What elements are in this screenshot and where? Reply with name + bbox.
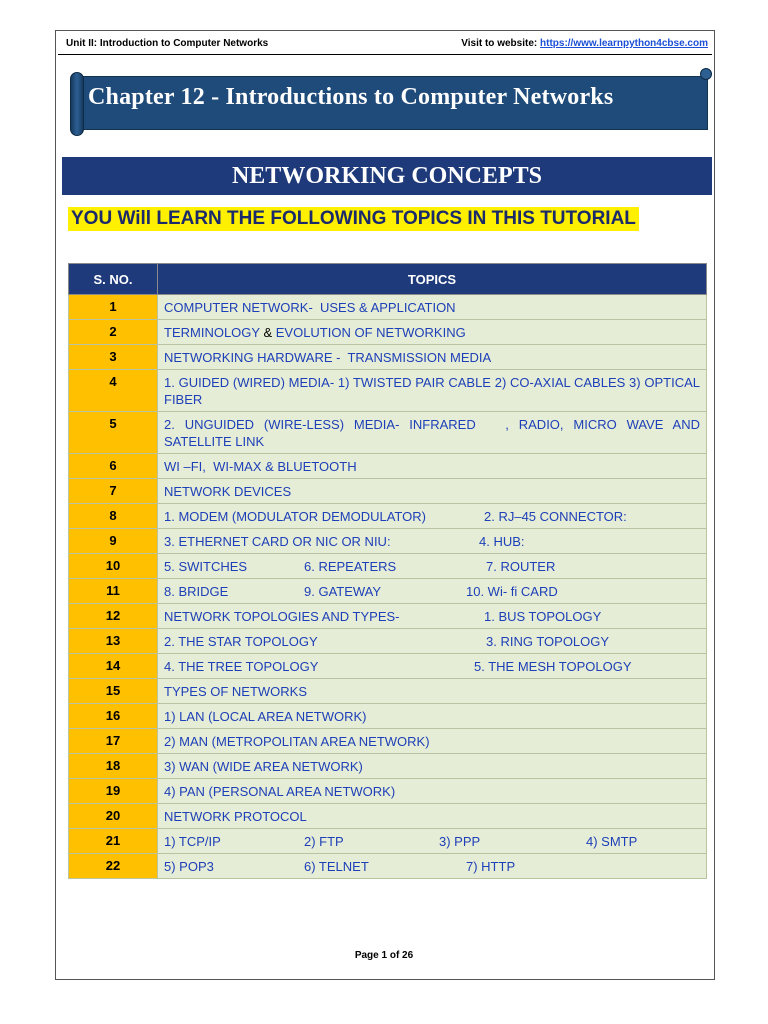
row-number: 3 — [69, 345, 158, 370]
row-number: 12 — [69, 604, 158, 629]
row-number: 5 — [69, 412, 158, 454]
header-website-label: Visit to website: — [461, 38, 540, 49]
row-number: 17 — [69, 729, 158, 754]
topic-text: NETWORK PROTOCOL — [164, 809, 307, 824]
table-row — [69, 370, 707, 412]
topic-item: 1. MODEM (MODULATOR DEMODULATOR) — [164, 509, 426, 524]
topic-item: NETWORK TOPOLOGIES AND TYPES- — [164, 609, 400, 624]
table-row — [69, 579, 707, 604]
row-number: 1 — [69, 295, 158, 320]
row-topic — [158, 554, 707, 579]
row-topic — [158, 779, 707, 804]
table-row — [69, 345, 707, 370]
topic-item: 5) POP3 — [164, 859, 214, 874]
table-row — [69, 479, 707, 504]
scroll-roll-left-icon — [70, 72, 84, 136]
topic-item: 5. SWITCHES — [164, 559, 248, 574]
row-number: 6 — [69, 454, 158, 479]
row-number: 21 — [69, 829, 158, 854]
topic-item: 2. RJ–45 CONNECTOR: — [484, 509, 627, 524]
row-topic — [158, 320, 707, 345]
row-number: 10 — [69, 554, 158, 579]
chapter-title: Chapter 12 - Introductions to Computer Networks — [88, 84, 614, 110]
tutorial-subtitle: YOU Will LEARN THE FOLLOWING TOPICS IN THIS TUTORIAL — [68, 207, 639, 231]
table-row — [69, 804, 707, 829]
topic-text-part: TERMINOLOGY — [164, 325, 264, 340]
topic-item: 6) TELNET — [304, 859, 369, 874]
row-number: 13 — [69, 629, 158, 654]
topic-item: 4. HUB: — [479, 534, 525, 549]
topic-item: 6. REPEATERS — [304, 559, 397, 574]
row-topic — [158, 454, 707, 479]
row-number: 20 — [69, 804, 158, 829]
table-row — [69, 412, 707, 454]
topics-table — [68, 263, 707, 879]
header-sno: S. NO. — [69, 264, 158, 295]
chapter-banner — [70, 72, 710, 132]
row-number: 4 — [69, 370, 158, 412]
row-topic — [158, 529, 707, 554]
row-number: 16 — [69, 704, 158, 729]
table-row — [69, 504, 707, 529]
table-row — [69, 629, 707, 654]
row-topic — [158, 654, 707, 679]
topic-item: 7. ROUTER — [486, 559, 556, 574]
table-body — [69, 295, 707, 879]
row-topic — [158, 412, 707, 454]
topic-text: 3) WAN (WIDE AREA NETWORK) — [164, 759, 363, 774]
table-row — [69, 679, 707, 704]
row-topic — [158, 479, 707, 504]
website-link[interactable]: https://www.learnpython4cbse.com — [540, 38, 708, 49]
table-row — [69, 779, 707, 804]
topic-item: 3. ETHERNET CARD OR NIC OR NIU: — [164, 534, 391, 549]
row-number: 2 — [69, 320, 158, 345]
row-topic — [158, 679, 707, 704]
table-row — [69, 454, 707, 479]
row-topic — [158, 854, 707, 879]
row-number: 9 — [69, 529, 158, 554]
topic-item: 4) SMTP — [586, 834, 638, 849]
topic-item: 3) PPP — [439, 834, 481, 849]
row-topic — [158, 295, 707, 320]
topic-item: 9. GATEWAY — [304, 584, 382, 599]
row-topic — [158, 629, 707, 654]
topic-text: 1) LAN (LOCAL AREA NETWORK) — [164, 709, 367, 724]
topic-item: 8. BRIDGE — [164, 584, 229, 599]
topic-text: 4) PAN (PERSONAL AREA NETWORK) — [164, 784, 396, 799]
row-topic — [158, 829, 707, 854]
row-number: 8 — [69, 504, 158, 529]
row-number: 22 — [69, 854, 158, 879]
table-row — [69, 529, 707, 554]
topic-item: 10. Wi- fi CARD — [466, 584, 558, 599]
row-number: 19 — [69, 779, 158, 804]
table-row — [69, 829, 707, 854]
row-topic — [158, 729, 707, 754]
topic-text: WI –FI, WI-MAX & BLUETOOTH — [164, 459, 357, 474]
table-row — [69, 654, 707, 679]
table-row — [69, 754, 707, 779]
row-topic — [158, 345, 707, 370]
section-title: NETWORKING CONCEPTS — [62, 157, 712, 195]
topic-item: 7) HTTP — [466, 859, 516, 874]
table-row — [69, 854, 707, 879]
row-topic — [158, 704, 707, 729]
topic-item: 4. THE TREE TOPOLOGY — [164, 659, 319, 674]
topic-ampersand: & — [263, 325, 273, 340]
header-divider — [58, 54, 712, 55]
scroll-roll-right-icon — [700, 68, 712, 80]
row-topic — [158, 370, 707, 412]
row-topic — [158, 604, 707, 629]
topic-item: 2. THE STAR TOPOLOGY — [164, 634, 318, 649]
table-row — [69, 704, 707, 729]
topic-text-part: EVOLUTION OF NETWORKING — [272, 325, 466, 340]
topic-text: 1. GUIDED (WIRED) MEDIA- 1) TWISTED PAIR CABLE 2) CO-AXIAL CABLES 3) OPTICAL FIBER — [164, 375, 704, 407]
row-topic — [158, 504, 707, 529]
row-number: 18 — [69, 754, 158, 779]
header-website — [461, 38, 708, 49]
topic-text: NETWORKING HARDWARE - TRANSMISSION MEDIA — [164, 350, 492, 365]
row-number: 11 — [69, 579, 158, 604]
page-number: Page 1 of 26 — [354, 950, 414, 961]
row-number: 14 — [69, 654, 158, 679]
table-row — [69, 554, 707, 579]
topic-text: 2. UNGUIDED (WIRE-LESS) MEDIA- INFRARED , RADIO, MICRO WAVE AND SATELLITE LINK — [164, 417, 704, 449]
topic-item: 5. THE MESH TOPOLOGY — [474, 659, 632, 674]
table-row — [69, 320, 707, 345]
table-row — [69, 729, 707, 754]
topic-item: 1. BUS TOPOLOGY — [484, 609, 602, 624]
table-header-row — [69, 264, 707, 295]
topic-text: COMPUTER NETWORK- USES & APPLICATION — [164, 300, 456, 315]
topic-item: 3. RING TOPOLOGY — [486, 634, 610, 649]
row-number: 7 — [69, 479, 158, 504]
topic-item: 2) FTP — [304, 834, 344, 849]
topic-text: 2) MAN (METROPOLITAN AREA NETWORK) — [164, 734, 430, 749]
row-topic — [158, 754, 707, 779]
header-unit-title: Unit II: Introduction to Computer Networks — [66, 38, 269, 49]
table-row — [69, 295, 707, 320]
topic-item: 1) TCP/IP — [164, 834, 221, 849]
table-row — [69, 604, 707, 629]
topic-text: TYPES OF NETWORKS — [164, 684, 308, 699]
row-topic — [158, 579, 707, 604]
row-topic — [158, 804, 707, 829]
row-number: 15 — [69, 679, 158, 704]
header-topics: TOPICS — [158, 264, 707, 295]
topic-text: NETWORK DEVICES — [164, 484, 292, 499]
